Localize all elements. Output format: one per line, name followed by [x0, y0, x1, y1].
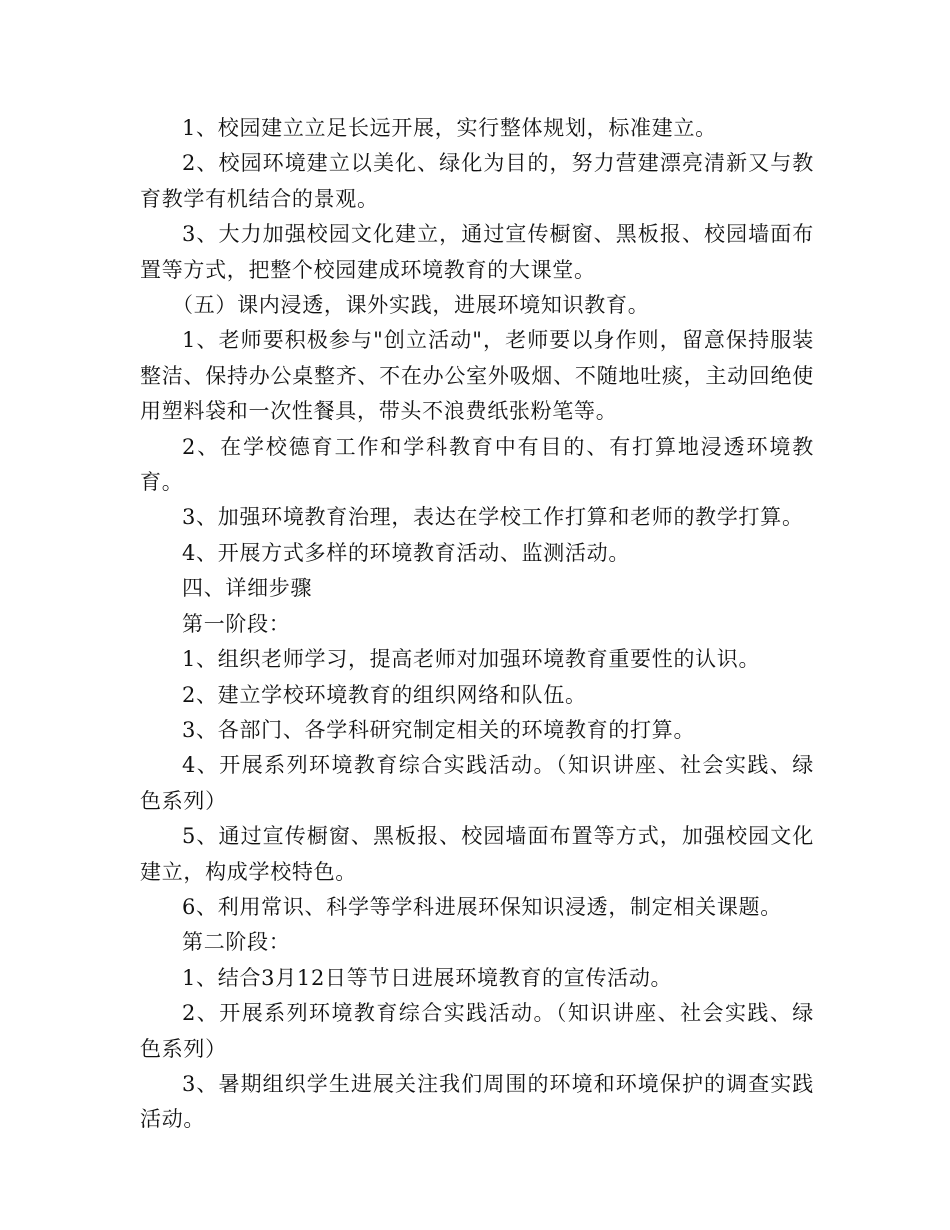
section-heading-five: （五）课内浸透，课外实践，进展环境知识教育。: [172, 293, 650, 318]
section-heading-steps: 四、详细步骤: [182, 576, 313, 601]
paragraph-stage2-item-2: 2、开展系列环境教育综合实践活动。（知识讲座、社会实践、绿色系列）: [140, 1001, 814, 1061]
paragraph-stage2-item-1: 1、结合3月12日等节日进展环境教育的宣传活动。: [182, 965, 673, 990]
stage-heading-second: 第二阶段：: [182, 930, 291, 955]
paragraph-stage1-item-5: 5、通过宣传橱窗、黑板报、校园墙面布置等方式，加强校园文化建立，构成学校特色。: [140, 824, 814, 884]
paragraph-stage1-item-4: 4、开展系列环境教育综合实践活动。（知识讲座、社会实践、绿色系列）: [140, 753, 814, 813]
paragraph-stage1-item-3: 3、各部门、各学科研究制定相关的环境教育的打算。: [182, 717, 696, 742]
paragraph-section5-item-2: 2、在学校德育工作和学科教育中有目的、有打算地浸透环境教育。: [140, 434, 814, 495]
paragraph-section5-item-3: 3、加强环境教育治理，表达在学校工作打算和老师的教学打算。: [182, 505, 804, 530]
stage-heading-first: 第一阶段：: [182, 611, 291, 636]
paragraph-campus-build-3: 3、大力加强校园文化建立，通过宣传橱窗、黑板报、校园墙面布置等方式，把整个校园建成环境教育的大课堂。: [140, 222, 814, 282]
paragraph-stage1-item-6: 6、利用常识、科学等学科进展环保知识浸透，制定相关课题。: [182, 894, 782, 919]
paragraph-stage2-item-3: 3、暑期组织学生进展关注我们周围的环境和环境保护的调查实践活动。: [140, 1071, 814, 1132]
paragraph-stage1-item-1: 1、组织老师学习，提高老师对加强环境教育重要性的认识。: [182, 647, 761, 672]
paragraph-section5-item-4: 4、开展方式多样的环境教育活动、监测活动。: [182, 540, 631, 565]
paragraph-section5-item-1: 1、老师要积极参与"创立活动"，老师要以身作则，留意保持服装整洁、保持办公桌整齐、不在办公室外吸烟、不随地吐痰，主动回绝使用塑料袋和一次性餐具，带头不浪费纸张粉笔等。: [140, 328, 814, 424]
paragraph-campus-build-2: 2、校园环境建立以美化、绿化为目的，努力营建漂亮清新又与教育教学有机结合的景观。: [140, 151, 814, 211]
paragraph-campus-build-1: 1、校园建立立足长远开展，实行整体规划，标准建立。: [182, 116, 717, 140]
paragraph-stage1-item-2: 2、建立学校环境教育的组织网络和队伍。: [182, 682, 587, 707]
